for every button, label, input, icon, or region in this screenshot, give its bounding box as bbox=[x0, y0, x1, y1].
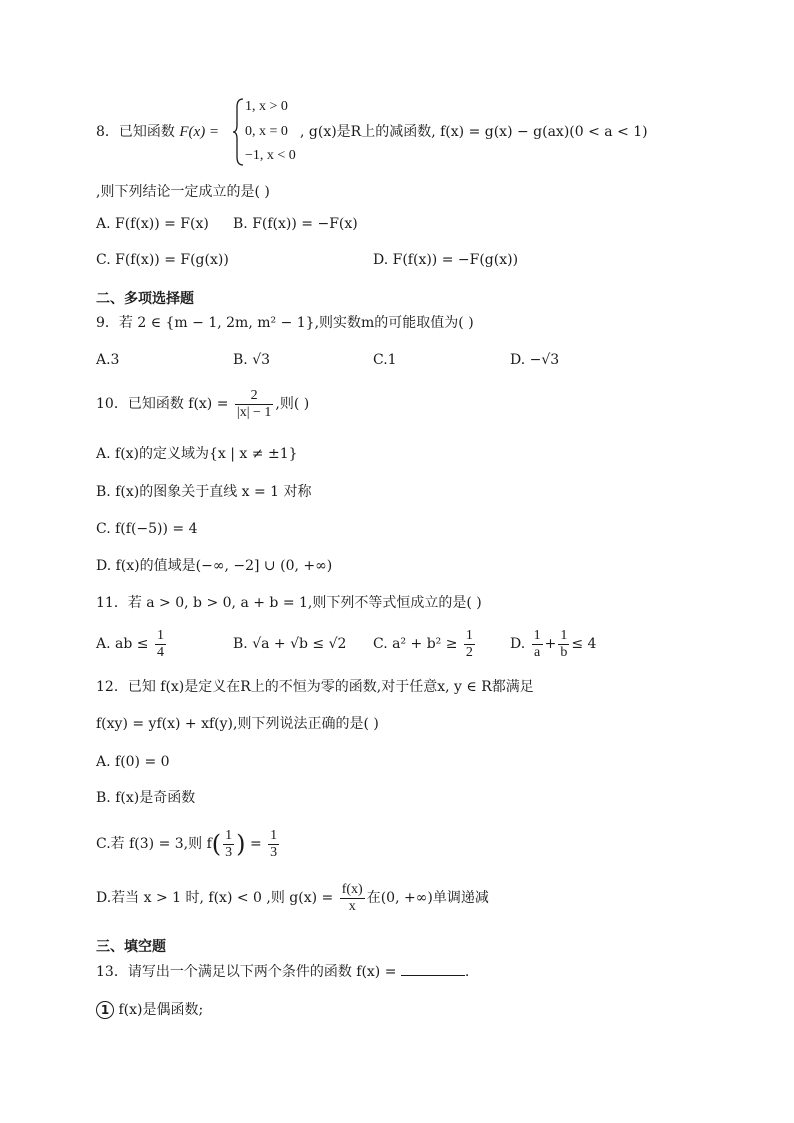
q12-option-c bbox=[96, 824, 281, 864]
q11-d-denominator-2: b bbox=[560, 644, 568, 660]
q8-stem bbox=[96, 122, 219, 142]
q12-d-denominator: x bbox=[348, 898, 356, 914]
q12-c-fraction-arg bbox=[223, 828, 234, 861]
q9-option-b: B. √3 bbox=[233, 352, 271, 368]
q10-stem bbox=[96, 384, 309, 424]
q13-period: . bbox=[464, 964, 470, 980]
q9-option-d: D. −√3 bbox=[510, 352, 560, 368]
circled-number-1-icon: 1 bbox=[96, 1001, 114, 1019]
q13-stem bbox=[96, 961, 469, 982]
q12-stem-line-1: 12．已知 f(x)是定义在R上的不恒为零的函数,对于任意x, y ∈ R都满足 bbox=[96, 679, 534, 695]
q11-d-numerator-2: 1 bbox=[560, 627, 568, 643]
q8-case-3: −1, x < 0 bbox=[245, 148, 296, 163]
piecewise-brace bbox=[233, 97, 245, 167]
q12-c-result-denominator: 3 bbox=[270, 844, 278, 860]
q11-option-b: B. √a + √b ≤ √2 bbox=[233, 636, 347, 652]
q11-option-d-label: D. bbox=[510, 636, 526, 652]
q11-d-numerator-1: 1 bbox=[533, 627, 541, 643]
section-title-multiple-choice: 二、多项选择题 bbox=[96, 291, 194, 307]
q11-a-numerator: 1 bbox=[156, 627, 164, 643]
q11-c-denominator: 2 bbox=[465, 644, 473, 660]
q8-option-b: B. F(f(x)) = −F(x) bbox=[233, 216, 358, 232]
q11-stem: 11．若 a > 0, b > 0, a + b = 1,则下列不等式恒成立的是( ) bbox=[96, 595, 482, 611]
q12-option-a: A. f(0) = 0 bbox=[96, 754, 170, 770]
q8-question-line: ,则下列结论一定成立的是( ) bbox=[96, 184, 270, 200]
q13-stem-text: 13．请写出一个满足以下两个条件的函数 f(x) = bbox=[96, 964, 397, 980]
section-title-fill-in: 三、填空题 bbox=[96, 939, 166, 955]
q11-option-a-fraction bbox=[155, 628, 166, 661]
q10-option-c: C. f(f(−5)) = 4 bbox=[96, 521, 198, 537]
q12-c-paren-left: ( bbox=[211, 830, 222, 858]
q12-option-d bbox=[96, 878, 489, 918]
q12-option-b: B. f(x)是奇函数 bbox=[96, 790, 196, 806]
q13-condition-1-text: f(x)是偶函数; bbox=[118, 1002, 204, 1018]
q12-d-numerator: f(x) bbox=[341, 881, 363, 897]
q11-d-plus: + bbox=[544, 636, 557, 652]
q8-option-c: C. F(f(x)) = F(g(x)) bbox=[96, 252, 229, 268]
q11-option-c-fraction bbox=[464, 628, 475, 661]
q10-stem-post: ,则( ) bbox=[275, 396, 310, 412]
q11-option-c bbox=[373, 624, 477, 664]
q11-option-a-text: A. ab ≤ bbox=[96, 636, 149, 652]
q12-c-equals: = bbox=[249, 836, 262, 852]
q11-a-denominator: 4 bbox=[156, 644, 164, 660]
q10-option-a: A. f(x)的定义域为{x | x ≠ ±1} bbox=[96, 446, 298, 462]
q10-fraction bbox=[235, 388, 274, 421]
q10-option-b: B. f(x)的图象关于直线 x = 1 对称 bbox=[96, 484, 312, 500]
q11-c-numerator: 1 bbox=[465, 627, 473, 643]
q13-condition-1 bbox=[96, 1000, 203, 1020]
q11-option-c-text: C. a² + b² ≥ bbox=[373, 636, 458, 652]
q12-c-paren-right: ) bbox=[236, 830, 246, 858]
q10-fraction-denominator: |x| − 1 bbox=[236, 404, 272, 420]
q12-d-fraction bbox=[340, 882, 365, 915]
q8-option-a: A. F(f(x)) = F(x) bbox=[96, 216, 209, 232]
q12-c-arg-denominator: 3 bbox=[225, 844, 233, 860]
answer-blank[interactable] bbox=[401, 961, 465, 976]
q11-option-d bbox=[510, 624, 596, 664]
q11-d-denominator-1: a bbox=[534, 644, 541, 660]
q8-intro: 已知函数 bbox=[118, 124, 175, 140]
q12-d-post: 在(0, +∞)单调递减 bbox=[366, 890, 489, 906]
q10-fraction-numerator: 2 bbox=[235, 388, 274, 405]
q8-g-description: , g(x)是R上的减函数, f(x) = g(x) − g(ax)(0 < a < 1) bbox=[300, 124, 648, 140]
q10-stem-pre: 10．已知函数 f(x) = bbox=[96, 396, 229, 412]
q11-option-d-fraction-2 bbox=[558, 628, 569, 661]
q12-c-arg-numerator: 1 bbox=[225, 827, 233, 843]
q9-option-a: A.3 bbox=[96, 352, 120, 368]
q9-option-c: C.1 bbox=[373, 352, 397, 368]
q12-c-fraction-result bbox=[268, 828, 279, 861]
q12-c-result-numerator: 1 bbox=[270, 827, 278, 843]
q11-option-a bbox=[96, 624, 168, 664]
q12-option-d-text: D.若当 x > 1 时, f(x) < 0 ,则 g(x) = bbox=[96, 890, 334, 906]
q8-case-2: 0, x = 0 bbox=[245, 124, 288, 139]
q8-F-definition: F(x) = bbox=[179, 124, 220, 140]
q12-stem-line-2: f(xy) = yf(x) + xf(y),则下列说法正确的是( ) bbox=[96, 716, 379, 732]
q11-d-post: ≤ 4 bbox=[571, 636, 597, 652]
q9-stem: 9．若 2 ∈ {m − 1, 2m, m² − 1},则实数m的可能取值为( ) bbox=[96, 315, 474, 331]
q12-option-c-text: C.若 f(3) = 3,则 f bbox=[96, 836, 212, 852]
q8-number: 8． bbox=[96, 124, 119, 140]
q11-option-d-fraction-1 bbox=[532, 628, 543, 661]
q10-option-d: D. f(x)的值域是(−∞, −2] ∪ (0, +∞) bbox=[96, 558, 333, 574]
q8-case-1: 1, x > 0 bbox=[245, 99, 288, 114]
q8-option-d: D. F(f(x)) = −F(g(x)) bbox=[373, 252, 519, 268]
